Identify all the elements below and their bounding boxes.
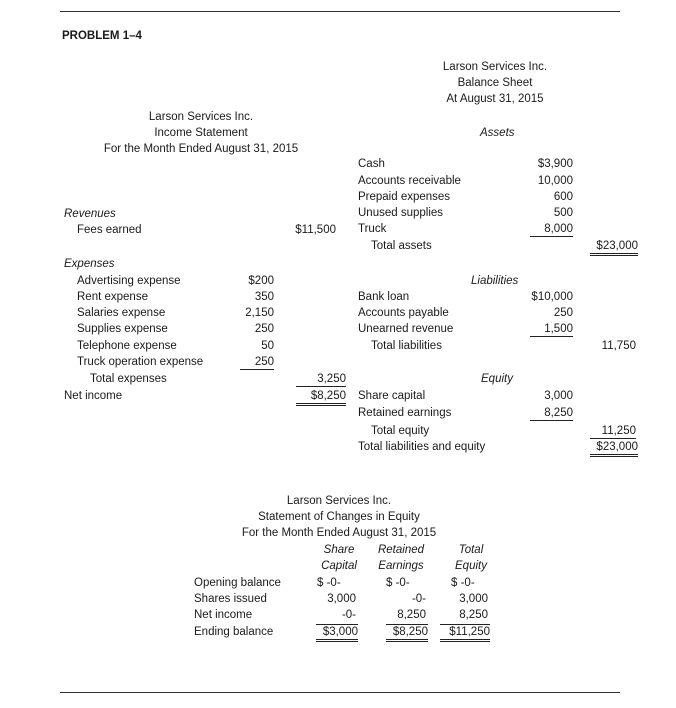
expense-value: 50 [261, 340, 274, 352]
se-col-header: Total [458, 544, 484, 556]
is-fees-label: Fees earned [77, 224, 142, 236]
expense-label: Supplies expense [77, 323, 168, 335]
se-row-label: Net income [194, 609, 253, 621]
is-total-expenses-label: Total expenses [90, 373, 167, 385]
se-cell: -0- [411, 593, 426, 605]
asset-label: Prepaid expenses [358, 191, 451, 203]
se-cell: 8,250 [459, 609, 488, 621]
asset-value: 8,000 [530, 222, 573, 237]
is-expenses-heading: Expenses [64, 258, 115, 270]
is-net-income-label: Net income [64, 390, 123, 402]
expense-value: 2,150 [245, 307, 274, 319]
se-cell: $11,250 [440, 624, 490, 642]
se-period: For the Month Ended August 31, 2015 [241, 527, 437, 539]
se-col-header: Retained [377, 544, 425, 556]
bs-total-assets-value: $23,000 [590, 239, 638, 256]
se-cell: 3,000 [459, 593, 488, 605]
expense-label: Advertising expense [77, 275, 181, 287]
is-company: Larson Services Inc. [148, 111, 254, 123]
se-col-header: Earnings [378, 560, 424, 572]
se-company: Larson Services Inc. [286, 495, 392, 507]
se-row-label: Ending balance [194, 626, 274, 638]
liability-label: Unearned revenue [358, 323, 454, 335]
is-fees-value: $11,500 [295, 224, 336, 236]
bs-total-equity-value: 11,250 [590, 424, 636, 439]
equity-value: 3,000 [544, 390, 573, 402]
is-net-income-value: $8,250 [296, 389, 346, 406]
asset-value: $3,900 [537, 158, 573, 170]
bs-total-assets-label: Total assets [371, 240, 432, 252]
expense-label: Rent expense [77, 291, 148, 303]
se-cell: $8,250 [386, 624, 428, 642]
asset-value: 600 [553, 191, 573, 203]
is-title: Income Statement [154, 127, 248, 139]
liability-label: Accounts payable [358, 307, 449, 319]
asset-label: Accounts receivable [358, 175, 461, 187]
se-cell: -0- [341, 609, 356, 621]
bs-total-liabilities-value: 11,750 [601, 340, 636, 352]
asset-value: 500 [553, 207, 573, 219]
top-rule [60, 11, 620, 12]
expense-value: 250 [254, 323, 274, 335]
liability-label: Bank loan [358, 291, 410, 303]
se-col-header: Equity [455, 560, 487, 572]
liability-value: $10,000 [531, 291, 573, 303]
se-cell: $3,000 [316, 624, 358, 642]
is-revenues-heading: Revenues [64, 208, 116, 220]
bs-equity-heading: Equity [481, 373, 513, 385]
asset-label: Unused supplies [358, 207, 444, 219]
se-cell: $ -0- [317, 577, 341, 589]
bs-total-equity-label: Total equity [371, 425, 430, 437]
liability-value: 1,500 [530, 322, 573, 337]
asset-label: Cash [358, 158, 385, 170]
se-col-header: Share [323, 544, 355, 556]
asset-label: Truck [358, 223, 387, 235]
bs-liabilities-heading: Liabilities [471, 275, 519, 287]
bs-total-le-value: $23,000 [590, 440, 638, 457]
se-col-header: Capital [321, 560, 357, 572]
expense-label: Truck operation expense [77, 356, 204, 368]
bs-total-liabilities-label: Total liabilities [371, 340, 442, 352]
bs-title: Balance Sheet [457, 77, 533, 89]
bs-total-le-label: Total liabilities and equity [358, 441, 486, 453]
liability-value: 250 [553, 307, 573, 319]
bottom-rule [60, 692, 620, 693]
problem-title: PROBLEM 1–4 [62, 30, 142, 42]
se-cell: 3,000 [327, 593, 356, 605]
expense-value: 350 [254, 291, 274, 303]
bs-company: Larson Services Inc. [442, 61, 548, 73]
expense-label: Telephone expense [77, 340, 177, 352]
se-cell: $ -0- [386, 577, 410, 589]
bs-date: At August 31, 2015 [446, 93, 544, 105]
equity-label: Share capital [358, 390, 426, 402]
bs-assets-heading: Assets [480, 127, 515, 139]
equity-label: Retained earnings [358, 407, 452, 419]
is-total-expenses-value: 3,250 [296, 372, 346, 387]
asset-value: 10,000 [537, 175, 573, 187]
expense-value: 250 [240, 355, 274, 370]
se-row-label: Shares issued [194, 593, 267, 605]
is-period: For the Month Ended August 31, 2015 [103, 143, 299, 155]
expense-value: $200 [248, 275, 274, 287]
se-title: Statement of Changes in Equity [258, 511, 420, 523]
se-cell: $ -0- [451, 577, 475, 589]
se-cell: 8,250 [397, 609, 426, 621]
equity-value: 8,250 [530, 406, 573, 421]
expense-label: Salaries expense [77, 307, 166, 319]
se-row-label: Opening balance [194, 577, 281, 589]
